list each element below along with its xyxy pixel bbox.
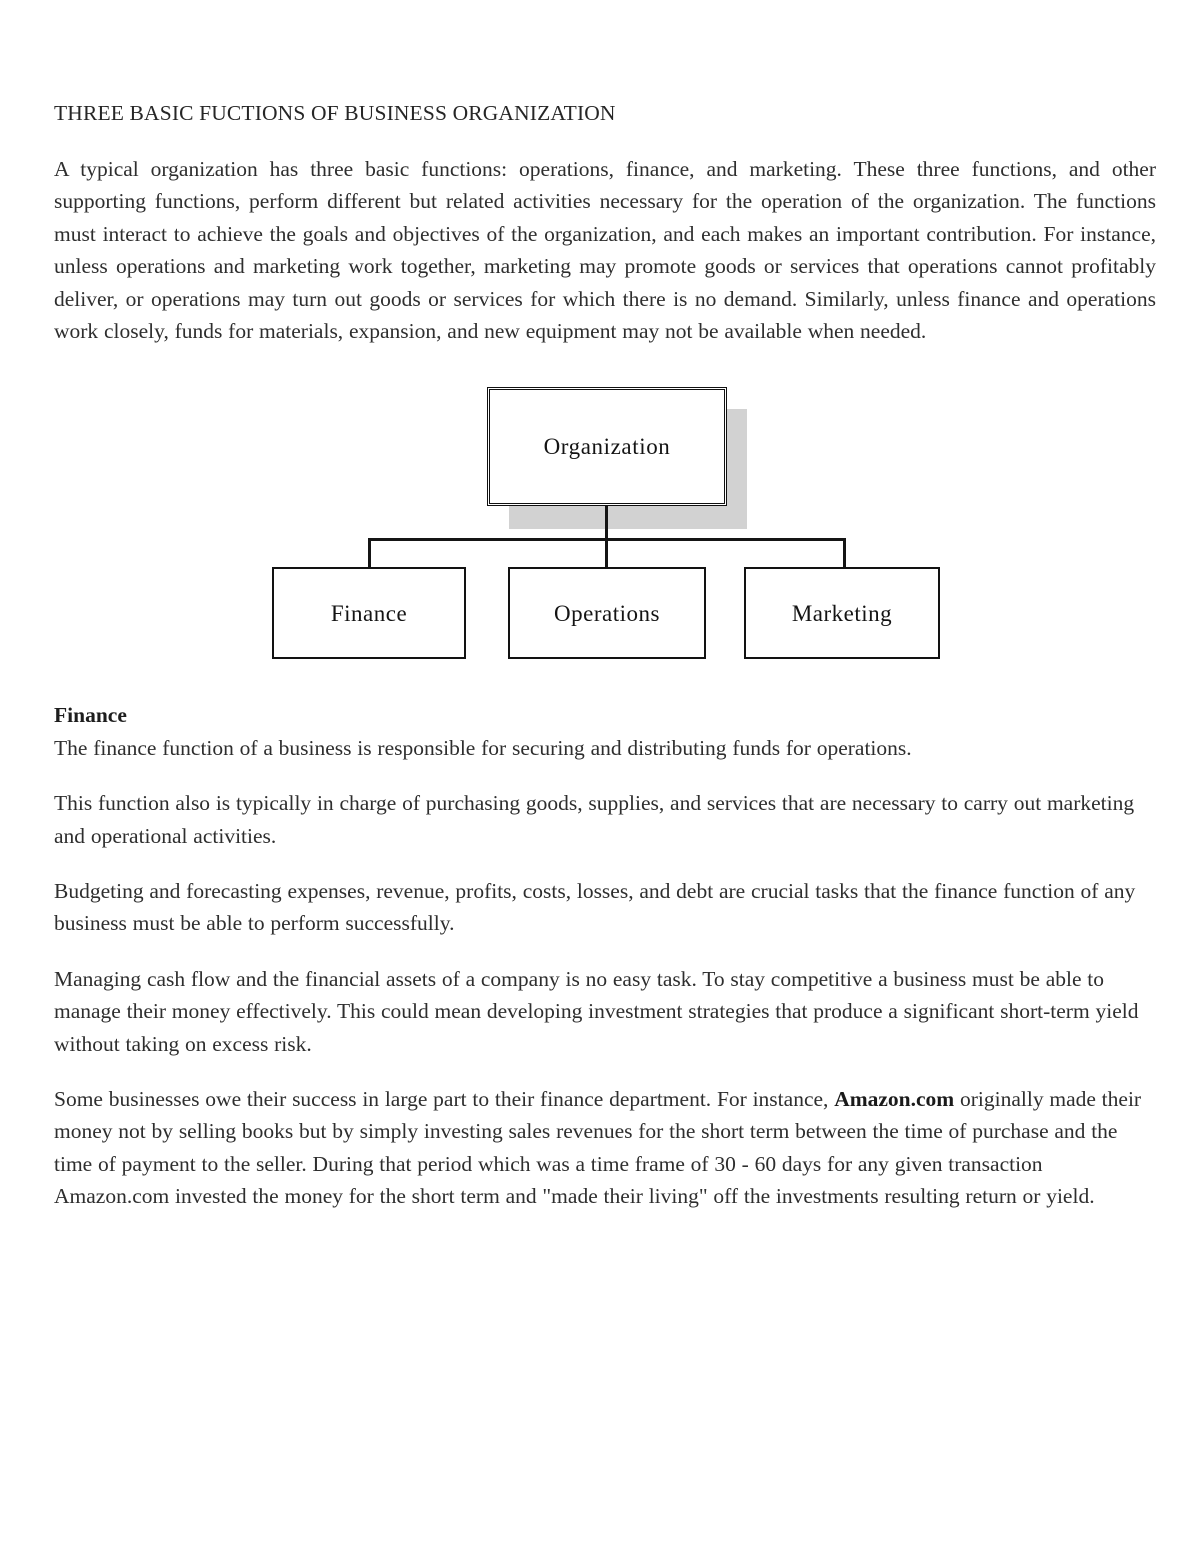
org-node-organization-label: Organization: [543, 434, 671, 460]
finance-paragraph-4: Managing cash flow and the financial assets of a company is no easy task. To stay competitive a business must be able to manage their money effectively. This could mean developing investment strategies that produce a significant short-term yield without taking on excess risk.: [54, 966, 1139, 1056]
org-node-organization: [487, 387, 727, 506]
org-node-operations: [508, 567, 706, 659]
finance-paragraph-1: The finance function of a business is responsible for securing and distributing funds for operations.: [54, 735, 912, 760]
intro-paragraph: A typical organization has three basic functions: operations, finance, and marketing. These three functions, and other supporting functions, perform different but related activities necessary for the operation of the organization. The functions must interact to achieve the goals and objectives of the organization, and each makes an important contribution. For instance, unless operations and marketing work together, marketing may promote goods or services that operations cannot profitably deliver, or operations may turn out goods or services for which there is no demand. Similarly, unless finance and operations work closely, funds for materials, expansion, and new equipment may not be available when needed.: [54, 156, 1156, 343]
amazon-brand-mention: Amazon.com: [834, 1086, 955, 1111]
organization-chart: [54, 369, 1156, 669]
finance-paragraph-3: Budgeting and forecasting expenses, revenue, profits, costs, losses, and debt are crucial tasks that the finance function of any business must be able to perform successfully.: [54, 878, 1136, 936]
finance-paragraph-5-text-before: Some businesses owe their success in large part to their finance department. For instance,: [54, 1086, 835, 1111]
connector-horizontal-bus: [368, 538, 846, 541]
page-title: THREE BASIC FUCTIONS OF BUSINESS ORGANIZATION: [54, 101, 616, 125]
organization-chart-canvas: [54, 369, 1156, 669]
finance-paragraph-5-text-after: originally made their money not by selling books but by simply investing sales revenues for the short term between the time of purchase and the time of payment to the seller. During that period which was a time frame of 30 - 60 days for any given transaction Amazon.com invested the money for the short term and "made their living" off the investments resulting return or yield.: [54, 1086, 1142, 1209]
org-node-marketing-label: Marketing: [791, 600, 893, 626]
org-node-finance-label: Finance: [330, 600, 408, 626]
document-content: [54, 100, 1156, 1213]
connector-drop-marketing: [843, 538, 846, 568]
finance-paragraph-5: [54, 1083, 1156, 1213]
connector-drop-finance: [368, 538, 371, 568]
connector-stem: [605, 506, 608, 567]
org-node-marketing: [744, 567, 940, 659]
org-node-finance: [272, 567, 466, 659]
finance-paragraph-2: This function also is typically in charge of purchasing goods, supplies, and services that are necessary to carry out marketing and operational activities.: [54, 791, 1135, 848]
org-node-operations-label: Operations: [554, 600, 660, 626]
section-heading-finance: Finance: [54, 703, 127, 728]
